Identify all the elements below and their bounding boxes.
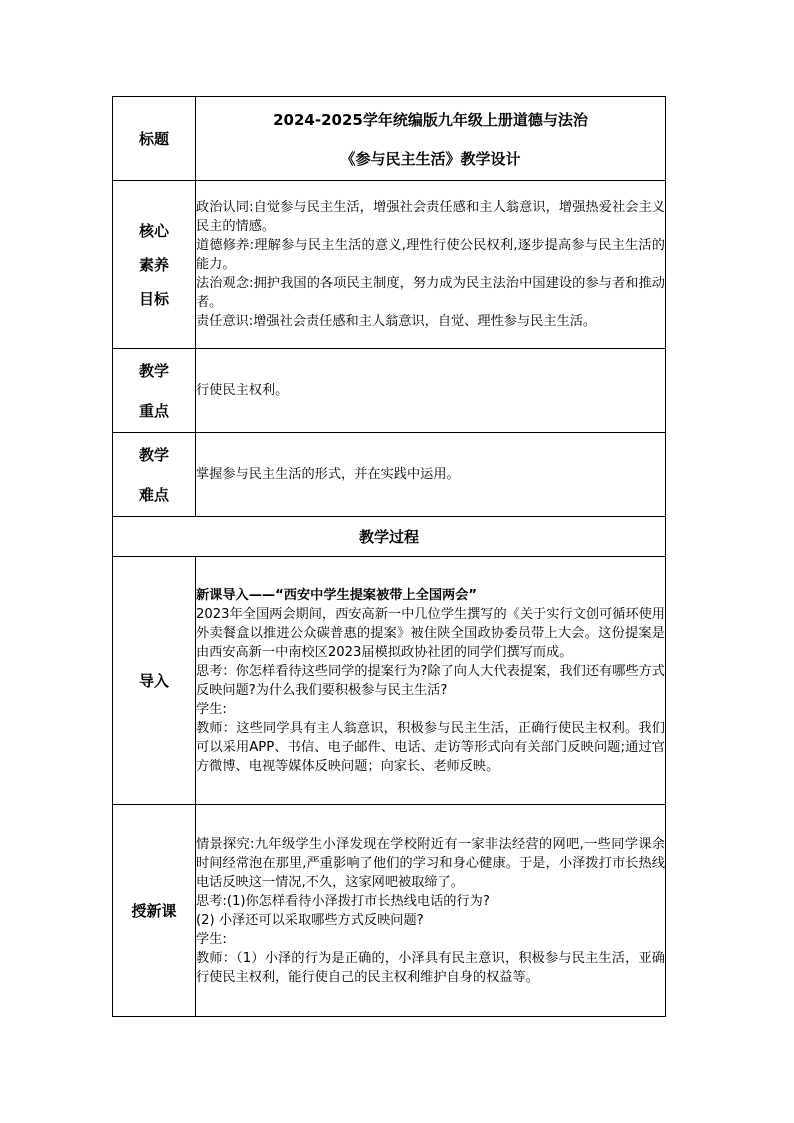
intro-student: 学生:: [196, 701, 227, 717]
goal-law: 法治观念:拥护我国的各项民主制度，努力成为民主法治中国建设的参与者和推动者。: [196, 276, 665, 310]
difficulty-text: 掌握参与民主生活的形式，并在实践中运用。: [196, 467, 460, 482]
new-lesson-row: [113, 805, 666, 1017]
process-heading: 教学过程: [113, 517, 666, 557]
goal-moral: 道德修养:理解参与民主生活的意义,理性行使公民权利,逐步提高参与民主生活的能力。: [196, 238, 665, 272]
new-lesson-teacher: 教师：（1）小泽的行为是正确的，小泽具有民主意识，积极参与民主生活，亚确行使民主权利，能行使自己的民主权利维护自身的权益等。: [196, 950, 665, 985]
key-point-label: [113, 349, 196, 433]
difficulty-label: [113, 433, 196, 517]
goal-responsibility: 责任意识:增强社会责任感和主人翁意识，自觉、理性参与民主生活。: [196, 314, 597, 329]
intro-label: 导入: [113, 557, 196, 805]
key-point-label-2: 重点: [138, 401, 169, 420]
title-label: 标题: [113, 97, 196, 181]
new-lesson-student: 学生:: [196, 931, 227, 947]
core-goals-content: [196, 181, 666, 349]
intro-case: 2023年全国两会期间，西安高新一中几位学生撰写的《关于实行文创可循环使用外卖餐盒以推进公众碳普惠的提案》被住陕全国政协委员带上大会。这份提案是由西安高新一中南校区2023届模拟政协社团的同学们撰写而成。: [196, 606, 665, 660]
intro-heading: 新课导入——“西安中学生提案被带上全国两会”: [196, 587, 478, 603]
process-heading-row: [113, 517, 666, 557]
difficulty-row: [113, 433, 666, 517]
title-line-1: 2024-2025学年统编版九年级上册道德与法治: [273, 110, 588, 129]
new-lesson-scenario: 情景探究:九年级学生小泽发现在学校附近有一家非法经营的网吧,一些同学课余时间经常泡在那里,严重影响了他们的学习和身心健康。于是，小泽拨打市长热线电话反映这一情况,不久，这家网吧被取缔了。: [196, 836, 665, 890]
intro-row: [113, 557, 666, 805]
core-goals-label-2: 素养: [138, 255, 169, 274]
key-point-label-1: 教学: [138, 361, 169, 380]
new-lesson-content: [196, 805, 666, 1017]
title-cell: [196, 97, 666, 181]
core-goals-label-3: 目标: [138, 289, 169, 308]
key-point-row: [113, 349, 666, 433]
difficulty-content: [196, 433, 666, 517]
intro-content: [196, 557, 666, 805]
new-lesson-question-2: (2) 小泽还可以采取哪些方式反映问题?: [196, 912, 424, 928]
goal-political: 政治认同:自觉参与民主生活，增强社会责任感和主人翁意识，增强热爱社会主义民主的情感。: [196, 200, 665, 234]
key-point-content: [196, 349, 666, 433]
core-goals-label-1: 核心: [138, 221, 169, 240]
core-goals-row: [113, 181, 666, 349]
intro-question: 思考：你怎样看待这些同学的提案行为?除了向人大代表提案，我们还有哪些方式反映问题?为什么我们要积极参与民主生活?: [196, 663, 665, 698]
difficulty-label-2: 难点: [138, 485, 169, 504]
difficulty-label-1: 教学: [138, 445, 169, 464]
title-line-2: 《参与民主生活》教学设计: [340, 149, 521, 168]
lesson-plan-table: [112, 96, 666, 1017]
new-lesson-label: 授新课: [113, 805, 196, 1017]
intro-teacher: 教师：这些同学具有主人翁意识，积极参与民主生活，正确行使民主权利。我们可以采用APP、书信、电子邮件、电话、走访等形式向有关部门反映问题;通过官方微博、电视等媒体反映问题；向家长、老师反映。: [196, 720, 665, 774]
key-point-text: 行使民主权利。: [196, 383, 289, 398]
core-goals-label: [113, 181, 196, 349]
title-row: [113, 97, 666, 181]
new-lesson-question-1: 思考:(1)你怎样看待小泽拨打市长热线电话的行为?: [196, 893, 490, 909]
